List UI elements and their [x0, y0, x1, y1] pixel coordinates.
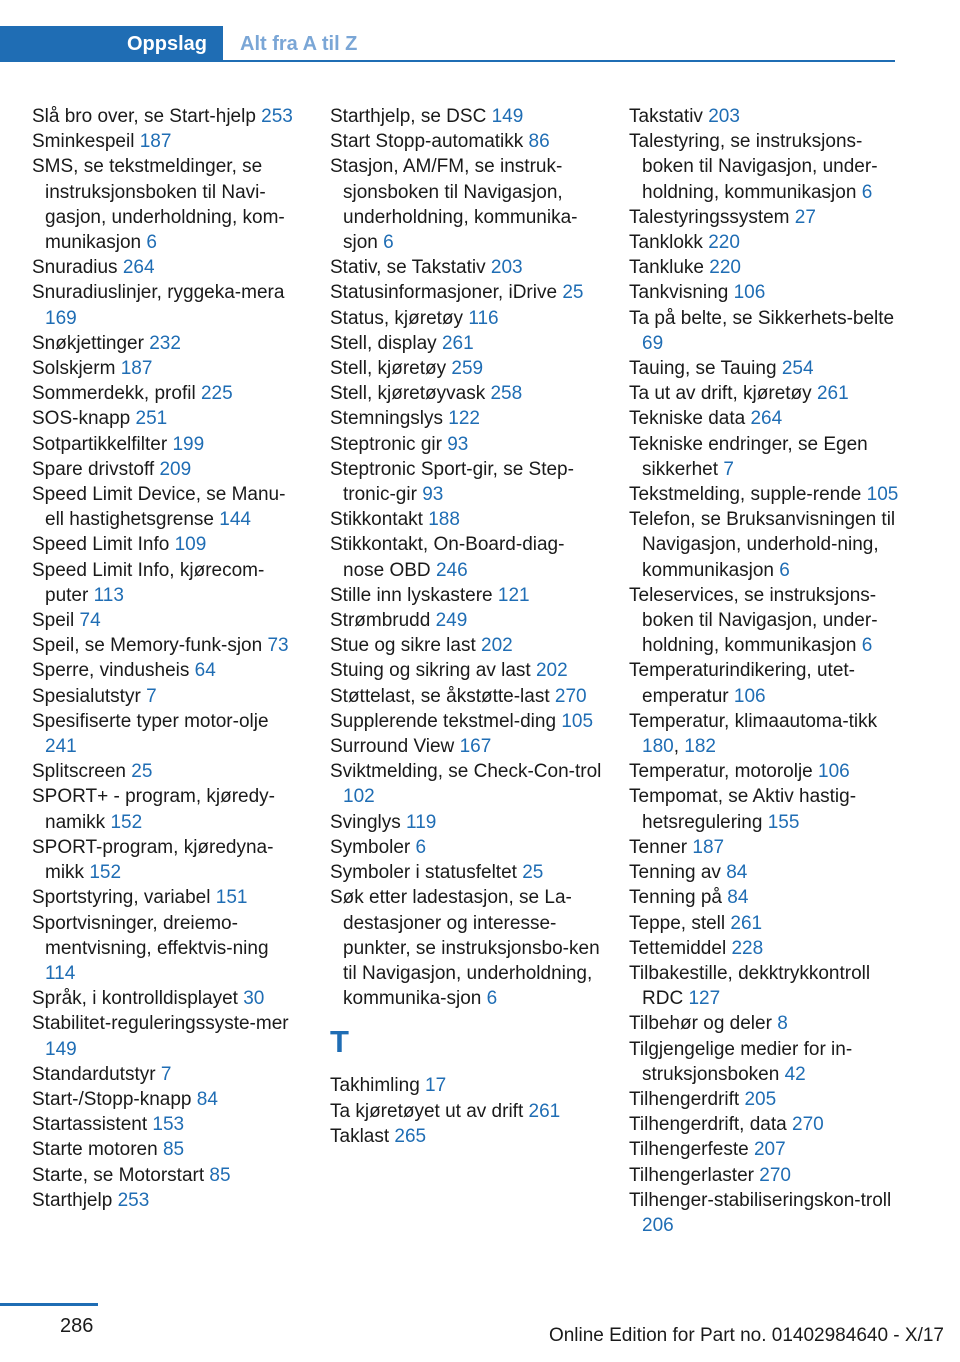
page-reference-link[interactable]: 6 — [779, 559, 790, 581]
page-reference-link[interactable]: 249 — [435, 610, 468, 632]
index-term: Stikkontakt, On-Board-diag-nose OBD — [330, 534, 565, 581]
index-entry — [330, 356, 602, 381]
index-term: Symboler i statusfeltet — [330, 862, 517, 884]
index-entry — [32, 709, 304, 759]
index-entry — [330, 860, 602, 885]
index-entry: Temperatur, klimaautoma-tikk 180, 182 — [629, 710, 878, 758]
page-reference-link[interactable]: 258 — [490, 383, 523, 405]
index-entry — [330, 1124, 602, 1149]
page-reference-link[interactable]: 106 — [733, 282, 766, 304]
page-reference-link[interactable]: 149 — [45, 1038, 77, 1060]
index-term: Splitscreen — [32, 761, 126, 783]
index-entry — [32, 457, 304, 482]
index-entry — [330, 1099, 602, 1124]
page-reference-link[interactable]: 187 — [120, 358, 153, 380]
index-entry — [629, 784, 901, 834]
index-entry — [330, 255, 602, 280]
index-term: Tenning på — [629, 887, 722, 909]
index-entry — [330, 406, 602, 431]
index-term: Sommerdekk, profil — [32, 383, 196, 405]
page-reference-link[interactable]: 228 — [731, 937, 764, 959]
page-reference-link[interactable]: 153 — [152, 1114, 185, 1136]
index-term: Status, kjøretøy — [330, 307, 464, 329]
index-entry — [629, 759, 901, 784]
page-reference-link[interactable]: 85 — [162, 1139, 185, 1161]
page-reference-link[interactable]: 202 — [481, 635, 513, 657]
index-entry — [629, 381, 901, 406]
page-reference-link[interactable]: 27 — [794, 206, 816, 228]
index-term: Tanklokk — [629, 232, 703, 254]
index-entry — [32, 356, 304, 381]
index-term: Speil — [32, 610, 75, 632]
index-entry — [330, 885, 602, 1011]
index-entry — [629, 1188, 901, 1238]
index-entry — [629, 1087, 901, 1112]
index-entry — [629, 482, 901, 507]
page-reference-link[interactable]: 199 — [172, 433, 205, 455]
index-term: Sviktmelding, se Check-Con-trol — [330, 761, 602, 783]
index-term: Standardutstyr — [32, 1063, 156, 1085]
index-term: Talestyringssystem — [629, 206, 790, 228]
index-term: Ta ut av drift, kjøretøy — [629, 383, 812, 405]
index-entry — [330, 154, 602, 255]
index-term: Takhimling — [330, 1075, 420, 1097]
page-reference-link[interactable]: 152 — [89, 862, 122, 884]
page-reference-link[interactable]: 270 — [792, 1114, 824, 1136]
index-term: Svinglys — [330, 811, 401, 833]
index-term: Tilbehør og deler — [629, 1013, 772, 1035]
index-entry — [629, 1112, 901, 1137]
index-term: Spesialutstyr — [32, 685, 141, 707]
index-entry — [32, 608, 304, 633]
index-entry — [629, 306, 901, 356]
page-reference-link[interactable]: 106 — [733, 685, 766, 707]
index-term: Takstativ — [629, 106, 703, 127]
page-reference-link[interactable]: 187 — [139, 131, 172, 153]
index-term: Tilgjengelige medier for in-struksjonsboken — [629, 1038, 853, 1085]
index-term: Tankluke — [629, 257, 704, 279]
index-column-1 — [32, 104, 304, 1213]
index-entry — [32, 1087, 304, 1112]
index-entry — [330, 457, 602, 507]
index-term: Speed Limit Device, se Manu-ell hastighetsgrense — [32, 484, 286, 531]
page-reference-link[interactable]: 206 — [642, 1214, 674, 1236]
page-reference-link[interactable]: 155 — [767, 811, 800, 833]
index-term: Telefon, se Bruksanvisningen til Navigasjon, underhold-ning, kommunikasjon — [629, 509, 896, 581]
page-reference-link[interactable]: 261 — [816, 383, 849, 405]
page-number: 286 — [60, 1315, 94, 1337]
index-entry — [629, 583, 901, 659]
page-reference-link[interactable]: 264 — [750, 408, 783, 430]
page-reference-link[interactable]: 253 — [117, 1189, 150, 1211]
index-entry — [32, 432, 304, 457]
index-entry — [629, 961, 901, 1011]
index-term: Stabilitet-reguleringssyste-mer — [32, 1013, 289, 1035]
page-reference-link[interactable]: 6 — [383, 232, 394, 254]
index-entry — [330, 658, 602, 683]
index-term: Ta på belte, se Sikkerhets-belte — [629, 307, 895, 329]
index-entry — [629, 1163, 901, 1188]
index-entry — [32, 684, 304, 709]
index-term: Steptronic gir — [330, 433, 442, 455]
page-reference-link[interactable]: 84 — [727, 887, 749, 909]
header-divider — [0, 60, 895, 62]
index-entry — [330, 835, 602, 860]
index-entry — [629, 230, 901, 255]
index-entry — [629, 507, 901, 583]
index-term: Stille inn lyskastere — [330, 584, 493, 606]
index-term: Snuradius — [32, 257, 118, 279]
index-entry — [330, 734, 602, 759]
page-reference-link[interactable]: 261 — [730, 912, 763, 934]
index-entry — [629, 406, 901, 431]
index-term: Talestyring, se instruksjons-boken til Navigasjon, under-holdning, kommunikasjon — [629, 131, 878, 203]
index-term: Stell, kjøretøy — [330, 358, 447, 380]
page-reference-link[interactable]: 152 — [110, 811, 143, 833]
page-reference-link[interactable]: 270 — [554, 685, 587, 707]
index-entry — [330, 129, 602, 154]
page-reference-link[interactable]: 122 — [448, 408, 480, 430]
page-reference-link[interactable]: 6 — [146, 232, 157, 254]
index-term: Start Stopp-automatikk — [330, 131, 524, 153]
page-reference-link[interactable]: 203 — [490, 257, 523, 279]
page-reference-link[interactable]: 30 — [243, 988, 265, 1010]
page-reference-link[interactable]: 259 — [451, 358, 484, 380]
tab-alt-fra-a-til-z[interactable]: Alt fra A til Z — [240, 33, 358, 55]
index-term: SPORT-program, kjøredyna-mikk — [32, 836, 274, 884]
index-entry — [32, 784, 304, 834]
page-reference-link[interactable]: 102 — [343, 786, 375, 808]
index-term: Supplerende tekstmel-ding — [330, 710, 557, 732]
index-entry — [32, 331, 304, 356]
index-column-2 — [330, 104, 602, 1149]
index-entry — [629, 104, 901, 129]
index-term: Tenner — [629, 836, 688, 858]
index-entry — [32, 255, 304, 280]
page-reference-link[interactable]: 225 — [200, 383, 233, 405]
page-reference-link[interactable]: 205 — [744, 1088, 777, 1110]
index-entry — [32, 1188, 304, 1213]
page-reference-link[interactable]: 113 — [93, 584, 124, 606]
section-letter: T — [330, 1024, 349, 1060]
page-reference-link[interactable]: 114 — [45, 962, 76, 984]
index-entry — [629, 1137, 901, 1162]
index-term: Starte motoren — [32, 1139, 158, 1161]
page-reference-link[interactable]: 7 — [146, 685, 157, 707]
index-term: SMS, se tekstmeldinger, se instruksjonsboken til Navi-gasjon, underholdning, kom-munikasjon — [32, 156, 285, 254]
page-reference-link[interactable]: 270 — [759, 1164, 791, 1186]
index-entry — [330, 532, 602, 582]
page-reference-link[interactable]: 6 — [861, 181, 873, 203]
index-term: Temperatur, motorolje — [629, 761, 813, 783]
page-reference-link[interactable]: 25 — [562, 282, 584, 304]
page-reference-link[interactable]: 17 — [425, 1075, 447, 1097]
index-entry — [330, 633, 602, 658]
index-term: Speed Limit Info, kjørecom-puter — [32, 559, 265, 606]
index-term: Sportvisninger, dreiemo-mentvisning, effektvis-ning — [32, 912, 269, 959]
index-term: Symboler — [330, 836, 411, 858]
page-reference-link[interactable]: 220 — [709, 257, 741, 279]
page-reference-link[interactable]: 25 — [522, 862, 544, 884]
index-entry — [32, 406, 304, 431]
index-term: Stemningslys — [330, 408, 443, 430]
index-term: Stasjon, AM/FM, se instruk-sjonsboken til Navigasjon, underholdning, kommunika-sjon — [330, 156, 578, 254]
index-entry — [330, 1073, 602, 1098]
index-term: Statusinformasjoner, iDrive — [330, 282, 558, 304]
index-entry — [330, 306, 602, 331]
page-reference-link[interactable]: 42 — [784, 1063, 806, 1085]
index-term: Starthjelp — [32, 1189, 113, 1211]
index-entry — [32, 532, 304, 557]
page-reference-link[interactable]: 119 — [406, 811, 437, 833]
index-term: Temperatur, klimaautoma-tikk — [629, 710, 878, 732]
index-entry — [629, 129, 901, 205]
tab-oppslag[interactable]: Oppslag — [0, 26, 223, 62]
page-reference-link[interactable]: 241 — [45, 736, 77, 758]
index-entry — [330, 331, 602, 356]
index-term: Snøkjettinger — [32, 332, 144, 354]
page-reference-link[interactable]: 93 — [447, 433, 469, 455]
index-entry — [330, 104, 602, 129]
page-reference-link[interactable]: 209 — [159, 458, 192, 480]
index-entry — [629, 911, 901, 936]
page-reference-link[interactable]: 169 — [45, 307, 77, 329]
page-reference-link[interactable]: 246 — [435, 559, 468, 581]
index-term: Tauing, se Tauing — [629, 358, 777, 380]
index-entry — [330, 759, 602, 809]
index-column-3 — [629, 104, 901, 1238]
index-entry — [32, 482, 304, 532]
page-reference-link[interactable]: 64 — [194, 660, 216, 682]
index-term: Tekniske endringer, se Egen sikkerhet — [629, 433, 868, 480]
index-term: Tilhengerfeste — [629, 1139, 749, 1161]
page-reference-link[interactable]: 86 — [528, 131, 550, 153]
index-term: Starte, se Motorstart — [32, 1164, 205, 1186]
index-entry — [629, 1037, 901, 1087]
index-entry — [629, 860, 901, 885]
page-reference-link[interactable]: 232 — [149, 332, 181, 354]
page-reference-link[interactable]: 207 — [753, 1139, 786, 1161]
index-term: Steptronic Sport-gir, se Step-tronic-gir — [330, 458, 574, 506]
index-term: Sotpartikkelfilter — [32, 433, 168, 455]
index-entry — [629, 1011, 901, 1036]
index-term: Stell, display — [330, 332, 437, 354]
index-entry — [330, 810, 602, 835]
index-term: Start-/Stopp-knapp — [32, 1088, 192, 1110]
index-entry — [629, 280, 901, 305]
page-reference-link[interactable]: 6 — [861, 635, 873, 657]
index-term: Temperaturindikering, utet-emperatur — [629, 660, 855, 707]
page-reference-link[interactable]: 251 — [135, 408, 168, 430]
index-entry — [32, 633, 304, 658]
index-term: Sperre, vindusheis — [32, 660, 190, 682]
index-term: Tenning av — [629, 862, 721, 884]
index-entry — [32, 1137, 304, 1162]
page-reference-link[interactable]: 93 — [422, 484, 444, 506]
index-entry — [32, 658, 304, 683]
index-term: Tilhengerlaster — [629, 1164, 754, 1186]
page-reference-link[interactable]: 180 — [642, 736, 674, 758]
index-term: Startassistent — [32, 1114, 148, 1136]
page-reference-link[interactable]: 7 — [723, 458, 734, 480]
page-reference-link[interactable]: 220 — [708, 232, 740, 254]
index-entry — [330, 684, 602, 709]
index-term: Starthjelp, se DSC — [330, 106, 487, 127]
index-term: SOS-knapp — [32, 408, 131, 430]
page-reference-link[interactable]: 127 — [688, 988, 721, 1010]
index-term: Stikkontakt — [330, 509, 423, 531]
index-term: Tekstmelding, supple-rende — [629, 484, 862, 506]
page-reference-link[interactable]: 109 — [174, 534, 207, 556]
index-term: Støttelast, se åkstøtte-last — [330, 685, 550, 707]
page-reference-link[interactable]: 202 — [535, 660, 568, 682]
index-entry — [330, 608, 602, 633]
index-entry — [330, 381, 602, 406]
index-entry — [32, 835, 304, 885]
index-entry — [629, 205, 901, 230]
index-entry — [629, 255, 901, 280]
index-entry — [32, 154, 304, 255]
footer-accent-line — [0, 1303, 98, 1306]
index-term: Tilhenger-stabiliseringskon-troll — [629, 1189, 892, 1211]
index-term: Tekniske data — [629, 408, 746, 430]
index-term: Spare drivstoff — [32, 458, 155, 480]
index-term: Solskjerm — [32, 358, 116, 380]
index-entry — [629, 936, 901, 961]
page-reference-link[interactable]: 265 — [394, 1125, 427, 1147]
page-reference-link[interactable]: 149 — [491, 106, 524, 127]
index-entry — [330, 507, 602, 532]
index-entry — [32, 1112, 304, 1137]
index-term: Surround View — [330, 736, 455, 758]
page-reference-link[interactable]: 182 — [684, 736, 716, 758]
index-entry — [32, 1163, 304, 1188]
index-entry — [32, 280, 304, 330]
index-entry — [330, 280, 602, 305]
index-term: Språk, i kontrolldisplayet — [32, 988, 238, 1010]
index-term: Sportstyring, variabel — [32, 887, 211, 909]
index-entry — [629, 658, 901, 708]
index-term: Tilhengerdrift, data — [629, 1114, 787, 1136]
index-term: Strømbrudd — [330, 610, 431, 632]
page-reference-link[interactable]: 203 — [708, 106, 740, 127]
index-term: Stativ, se Takstativ — [330, 257, 486, 279]
index-term: Teppe, stell — [629, 912, 726, 934]
page-reference-link[interactable]: 84 — [726, 862, 748, 884]
index-entry — [32, 885, 304, 910]
page-reference-link[interactable]: 84 — [196, 1088, 218, 1110]
index-term: Tilhengerdrift — [629, 1088, 740, 1110]
index-term: Stue og sikre last — [330, 635, 476, 657]
index-term: Tettemiddel — [629, 937, 727, 959]
index-entry — [32, 104, 304, 129]
page-reference-link[interactable]: 8 — [777, 1013, 788, 1035]
page-reference-link[interactable]: 253 — [261, 106, 293, 127]
page-reference-link[interactable]: 6 — [486, 988, 498, 1010]
index-term: Tankvisning — [629, 282, 729, 304]
page-reference-link[interactable]: 116 — [468, 307, 499, 329]
index-entry — [32, 1062, 304, 1087]
page-reference-link[interactable]: 144 — [219, 509, 251, 531]
index-term: Speed Limit Info — [32, 534, 170, 556]
page-reference-link[interactable]: 121 — [497, 584, 530, 606]
page-reference-link[interactable]: 187 — [692, 836, 725, 858]
index-term: Speil, se Memory-funk-sjon — [32, 635, 263, 657]
page-reference-link[interactable]: 105 — [866, 484, 899, 506]
index-term: Spesifiserte typer motor-olje — [32, 710, 269, 732]
page-reference-link[interactable]: 74 — [79, 610, 101, 632]
index-entry — [32, 986, 304, 1011]
edition-note: Online Edition for Part no. 01402984640 - X/17 — [548, 1325, 944, 1346]
page-reference-link[interactable]: 69 — [642, 332, 664, 354]
index-term: Søk etter ladestasjon, se La-destasjoner og interesse-punkter, se instruksjonsbo-ken til Navigasjon, underholdning, kommunika-sjon — [330, 887, 600, 1010]
index-entry — [330, 432, 602, 457]
index-term: SPORT+ - program, kjøredy-namikk — [32, 786, 276, 833]
index-entry — [32, 558, 304, 608]
index-entry — [629, 835, 901, 860]
index-term: Snuradiuslinjer, ryggeka-mera — [32, 282, 285, 304]
page-reference-link[interactable]: 167 — [459, 736, 492, 758]
index-entry — [32, 911, 304, 987]
page-reference-link[interactable]: 254 — [781, 358, 814, 380]
index-term: Sminkespeil — [32, 131, 135, 153]
page-reference-link[interactable]: 261 — [528, 1100, 561, 1122]
index-entry — [32, 1011, 304, 1061]
page-reference-link[interactable]: 6 — [415, 836, 427, 858]
index-entry — [32, 129, 304, 154]
page-reference-link[interactable]: 7 — [160, 1063, 172, 1085]
page-reference-link[interactable]: 105 — [561, 710, 594, 732]
index-entry — [330, 709, 602, 734]
header-tabs — [0, 26, 895, 62]
index-term: Taklast — [330, 1125, 390, 1147]
index-entry — [629, 432, 901, 482]
page-reference-link[interactable]: 73 — [267, 635, 289, 657]
page-reference-link[interactable]: 264 — [122, 257, 155, 279]
page-reference-link[interactable]: 151 — [215, 887, 248, 909]
index-term: Stell, kjøretøyvask — [330, 383, 486, 405]
index-entry — [32, 759, 304, 784]
index-entry — [32, 381, 304, 406]
index-term: Tempomat, se Aktiv hastig-hetsregulering — [629, 786, 857, 833]
index-entry — [629, 885, 901, 910]
page-reference-link[interactable]: 188 — [428, 509, 460, 531]
index-term: Teleservices, se instruksjons-boken til Navigasjon, under-holdning, kommunikasjon — [629, 584, 878, 657]
index-entry — [629, 356, 901, 381]
index-entry — [330, 583, 602, 608]
index-term: Stuing og sikring av last — [330, 660, 531, 682]
page-reference-link[interactable]: 85 — [209, 1164, 231, 1186]
page-reference-link[interactable]: 106 — [818, 761, 850, 783]
page-reference-link[interactable]: 261 — [441, 332, 474, 354]
index-term: Slå bro over, se Start-hjelp — [32, 106, 256, 127]
index-term: Ta kjøretøyet ut av drift — [330, 1100, 524, 1122]
page-reference-link[interactable]: 25 — [131, 761, 153, 783]
index-term: Tilbakestille, dekktrykkontroll RDC — [629, 962, 871, 1010]
